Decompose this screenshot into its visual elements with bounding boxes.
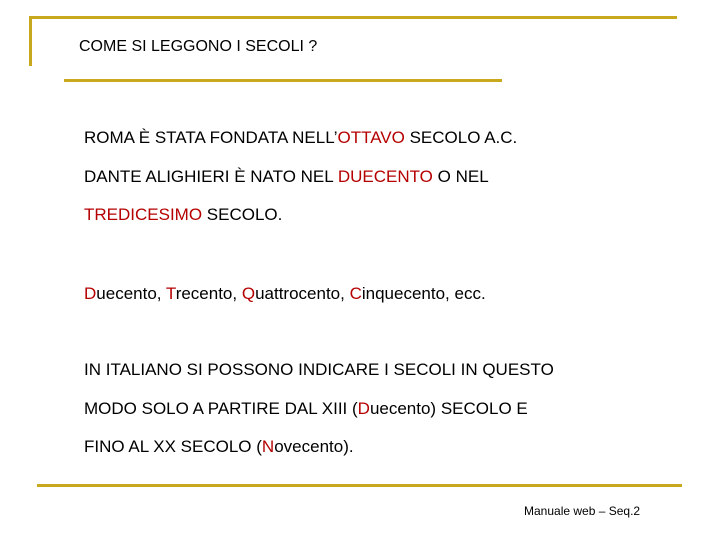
- line-fino-part1: FINO AL XX SECOLO (: [84, 437, 262, 456]
- line-roma-part2: SECOLO A.C.: [404, 128, 518, 147]
- line-modo-part1: MODO SOLO A PARTIRE DAL XIII (: [84, 399, 358, 418]
- century-initial: Q: [241, 284, 256, 303]
- line-fino: [84, 437, 354, 457]
- frame-left-border: [29, 16, 32, 66]
- century-rest: uecento,: [96, 284, 166, 303]
- century-rest: uattrocento,: [255, 284, 350, 303]
- footer-label: Manuale web – Seq.2: [524, 504, 641, 518]
- line-roma-part1: ROMA È STATA FONDATA NELL’: [84, 128, 338, 147]
- line-roma: [84, 128, 517, 148]
- highlight-n: N: [261, 437, 275, 456]
- line-fino-part2: ovecento).: [274, 437, 354, 456]
- slide-title: COME SI LEGGONO I SECOLI ?: [79, 38, 318, 55]
- century-initial: T: [165, 284, 176, 303]
- century-rest: inquecento, ecc.: [361, 284, 486, 303]
- frame-top-border: [29, 16, 677, 19]
- highlight-tredicesimo: TREDICESIMO: [84, 205, 203, 224]
- highlight-ottavo: OTTAVO: [337, 128, 405, 147]
- century-rest: recento,: [175, 284, 242, 303]
- line-tredicesimo: [84, 205, 282, 225]
- line-dante: [84, 167, 489, 187]
- line-dante-part2: O NEL: [432, 167, 489, 186]
- line-dante-part1: DANTE ALIGHIERI È NATO NEL: [84, 167, 338, 186]
- title-underline: [64, 79, 502, 82]
- line-modo-part2: uecento) SECOLO E: [369, 399, 528, 418]
- highlight-d: D: [357, 399, 370, 418]
- line-modo: [84, 399, 528, 419]
- bottom-divider: [37, 484, 682, 487]
- century-initial: D: [84, 284, 97, 303]
- highlight-duecento: DUECENTO: [337, 167, 433, 186]
- century-initial: C: [349, 284, 362, 303]
- centuries-list: [84, 284, 486, 304]
- line-tredicesimo-part2: SECOLO.: [202, 205, 283, 224]
- line-italiano: IN ITALIANO SI POSSONO INDICARE I SECOLI IN QUESTO: [84, 360, 554, 379]
